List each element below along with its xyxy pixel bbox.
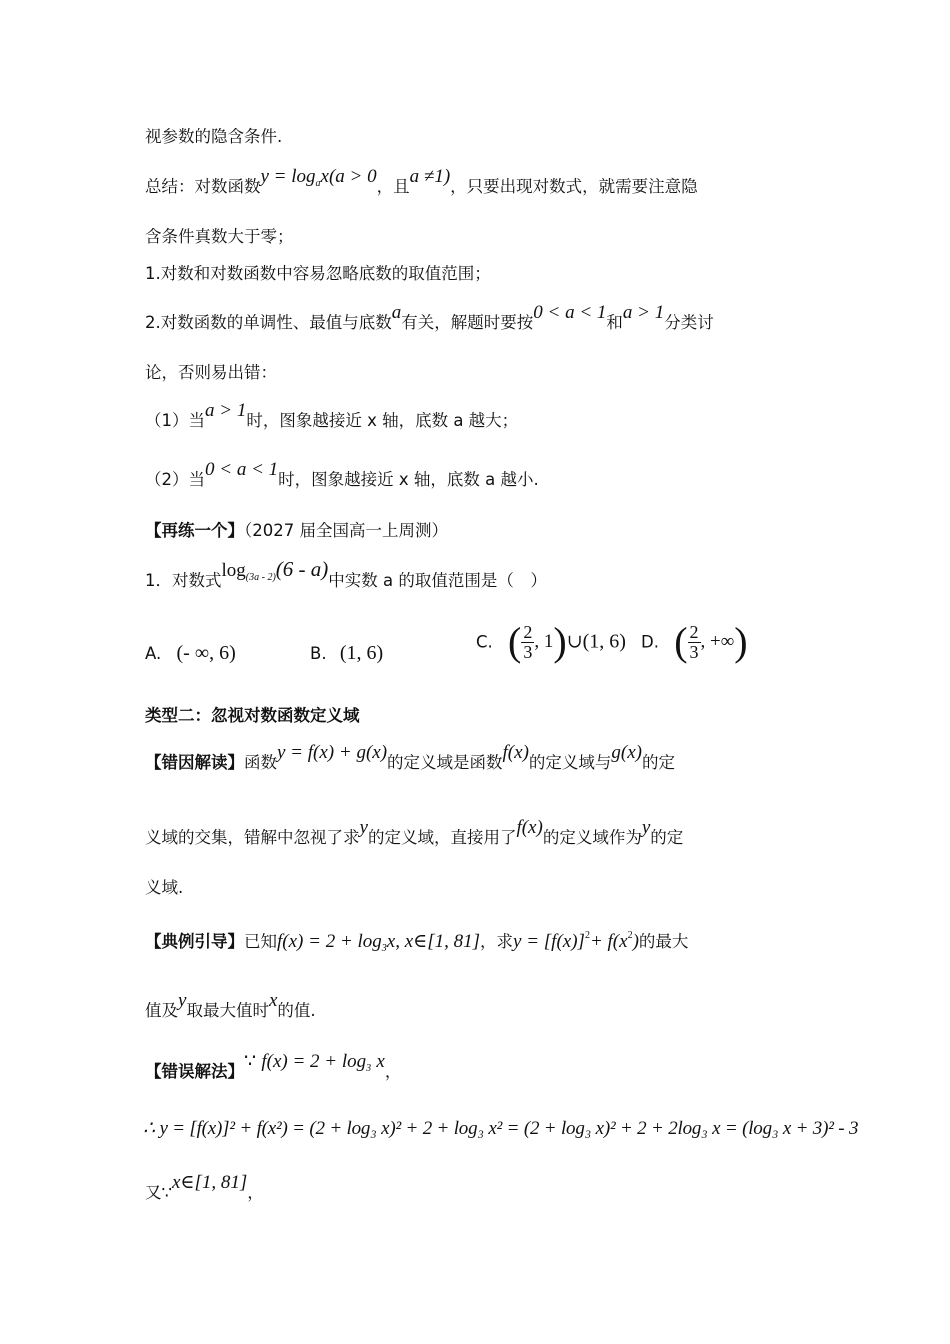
- section-label: 【错误解法】: [145, 1062, 244, 1081]
- math-sub: a: [315, 178, 321, 189]
- option-d[interactable]: D. ( $\frac{2}{3}$ , +∞): [641, 619, 748, 664]
- math-log: log: [221, 560, 246, 581]
- option-value: , 1: [534, 631, 554, 652]
- math-f: f(x): [516, 817, 543, 838]
- math-domain: x, x∈[1, 81]: [386, 931, 481, 952]
- text: 类型二：忽视对数函数定义域: [145, 706, 360, 725]
- math-sub: 3: [381, 943, 387, 954]
- text: 论，否则易出错：: [145, 363, 277, 382]
- math-sup: 2: [584, 930, 590, 941]
- math-domain: x∈[1, 81]: [172, 1172, 248, 1193]
- math-f-def: f(x) = 2 + log: [261, 1051, 367, 1072]
- text: （1）当: [145, 411, 205, 430]
- line-6: [145, 362, 277, 384]
- math-range-2: a > 1: [622, 302, 665, 323]
- option-label: C.: [476, 632, 493, 652]
- line-1: [145, 126, 282, 148]
- text: 视参数的隐含条件.: [145, 127, 283, 146]
- fraction: [688, 623, 701, 662]
- option-value: (- ∞, 6): [176, 642, 236, 664]
- math-sub: 3: [366, 1063, 372, 1074]
- line-4: [145, 263, 491, 285]
- text: 2.对数函数的单调性、最值与底数: [145, 313, 392, 332]
- text: 的定义域作为: [542, 828, 642, 847]
- math-sup: 2: [627, 930, 633, 941]
- math-y: y: [178, 990, 187, 1011]
- line-3: [145, 226, 294, 248]
- math-y-def: y = [f(x)]: [513, 931, 585, 952]
- text: 的值.: [277, 1001, 316, 1020]
- text: 的最大: [638, 932, 689, 951]
- line-14: [145, 877, 183, 899]
- text: 1.对数和对数函数中容易忽略底数的取值范围；: [145, 264, 491, 283]
- text: 义域的交集，错解中忽视了求: [145, 828, 360, 847]
- union-symbol: ∪: [566, 631, 583, 653]
- option-value: , +∞: [700, 631, 735, 652]
- section-label: 【典例引导】: [145, 932, 244, 951]
- because-symbol: ∵: [244, 1051, 257, 1072]
- text: 总结：对数函数: [145, 177, 261, 196]
- math-given: f(x) = 2 + log: [277, 931, 382, 952]
- line-10: [145, 557, 547, 599]
- fraction-den: 3: [689, 641, 699, 662]
- text: 的定义域与: [528, 753, 612, 772]
- math-y: y: [641, 817, 651, 838]
- text: 的定: [642, 753, 675, 772]
- option-label: D.: [641, 632, 659, 652]
- fraction-num: 2: [523, 621, 533, 642]
- text: 值及: [145, 1001, 178, 1020]
- text: 含条件真数大于零；: [145, 227, 294, 246]
- text: 的定义域是函数: [387, 753, 503, 772]
- line-15: [145, 925, 688, 960]
- section-label: 【错因解读】: [145, 753, 244, 772]
- option-label: A.: [145, 644, 162, 663]
- line-7: [145, 400, 519, 432]
- text: 已知: [244, 932, 277, 951]
- text: 时，图象越接近 x 轴，底数 a 越大；: [246, 411, 519, 430]
- math-y: y: [359, 817, 368, 838]
- text: 又∵: [145, 1183, 172, 1202]
- text: 中实数 a 的取值范围是（ ）: [328, 571, 547, 590]
- math-log-function: y = log: [260, 166, 316, 187]
- line-13: [145, 817, 684, 849]
- math-sum-function: y = f(x) + g(x): [277, 742, 388, 763]
- math-derivation: ∴ y = [f(x)]² + f(x²) = (2 + log₃ x)² + 2 + log₃ x² = (2 + log₃ x)² + 2 + 2log₃ x = (log₃ x + 3)² - 3: [143, 1118, 859, 1139]
- text: ，且: [376, 177, 410, 196]
- math-paren: ): [632, 931, 639, 952]
- line-2: [145, 166, 698, 205]
- math-f: f(x): [502, 742, 529, 763]
- text: 的定: [650, 828, 684, 847]
- text: 和: [606, 313, 623, 332]
- text: ，只要出现对数式，就需要注意隐: [450, 177, 698, 196]
- text: 分类讨: [664, 313, 714, 332]
- line-8: [145, 459, 539, 491]
- text: 有关，解题时要按: [401, 313, 534, 332]
- fraction-den: 3: [523, 641, 533, 662]
- line-9: [145, 520, 448, 542]
- line-18: [143, 1118, 858, 1140]
- line-12: [145, 742, 675, 774]
- option-b[interactable]: [310, 642, 383, 665]
- text: （2027 届全国高一上周测）: [244, 521, 448, 540]
- text: 的定义域，直接用了: [367, 828, 517, 847]
- math-a: a: [391, 302, 402, 323]
- math-y-def-2: + f(x: [589, 931, 628, 952]
- math-case-2: 0 < a < 1: [205, 459, 279, 480]
- line-16: [145, 990, 316, 1022]
- math-x: x: [268, 990, 278, 1011]
- math-g: g(x): [611, 742, 642, 763]
- math-condition-2: a ≠1): [409, 166, 451, 187]
- text: ，: [384, 1062, 402, 1081]
- option-label: B.: [310, 644, 327, 663]
- text: ，: [247, 1183, 264, 1202]
- text: ，求: [480, 932, 514, 951]
- text: 函数: [244, 753, 277, 772]
- line-17: [145, 1051, 402, 1090]
- math-case-1: a > 1: [205, 400, 247, 421]
- text: 时，图象越接近 x 轴，底数 a 越小.: [278, 470, 539, 489]
- text: 义域.: [145, 878, 184, 897]
- math-arg: (6 - a): [275, 557, 329, 581]
- math-condition: x(a > 0: [320, 166, 377, 187]
- text: 取最大值时: [186, 1001, 269, 1020]
- math-x: x: [376, 1051, 385, 1072]
- line-19: [145, 1172, 264, 1204]
- math-sub: (3a - 2): [245, 572, 276, 583]
- fraction: [521, 623, 534, 662]
- option-value: (1, 6): [339, 642, 384, 664]
- text: 1．对数式: [145, 571, 222, 590]
- option-value-2: (1, 6): [582, 630, 626, 653]
- option-c[interactable]: C. ( $\frac{2}{3}$ , 1)∪(1, 6): [476, 619, 626, 664]
- option-a[interactable]: [145, 642, 236, 665]
- section-heading: [145, 705, 360, 727]
- section-label: 【再练一个】: [145, 521, 244, 540]
- math-range-1: 0 < a < 1: [533, 302, 607, 323]
- text: （2）当: [145, 470, 205, 489]
- line-5: [145, 302, 714, 334]
- fraction-num: 2: [689, 621, 699, 642]
